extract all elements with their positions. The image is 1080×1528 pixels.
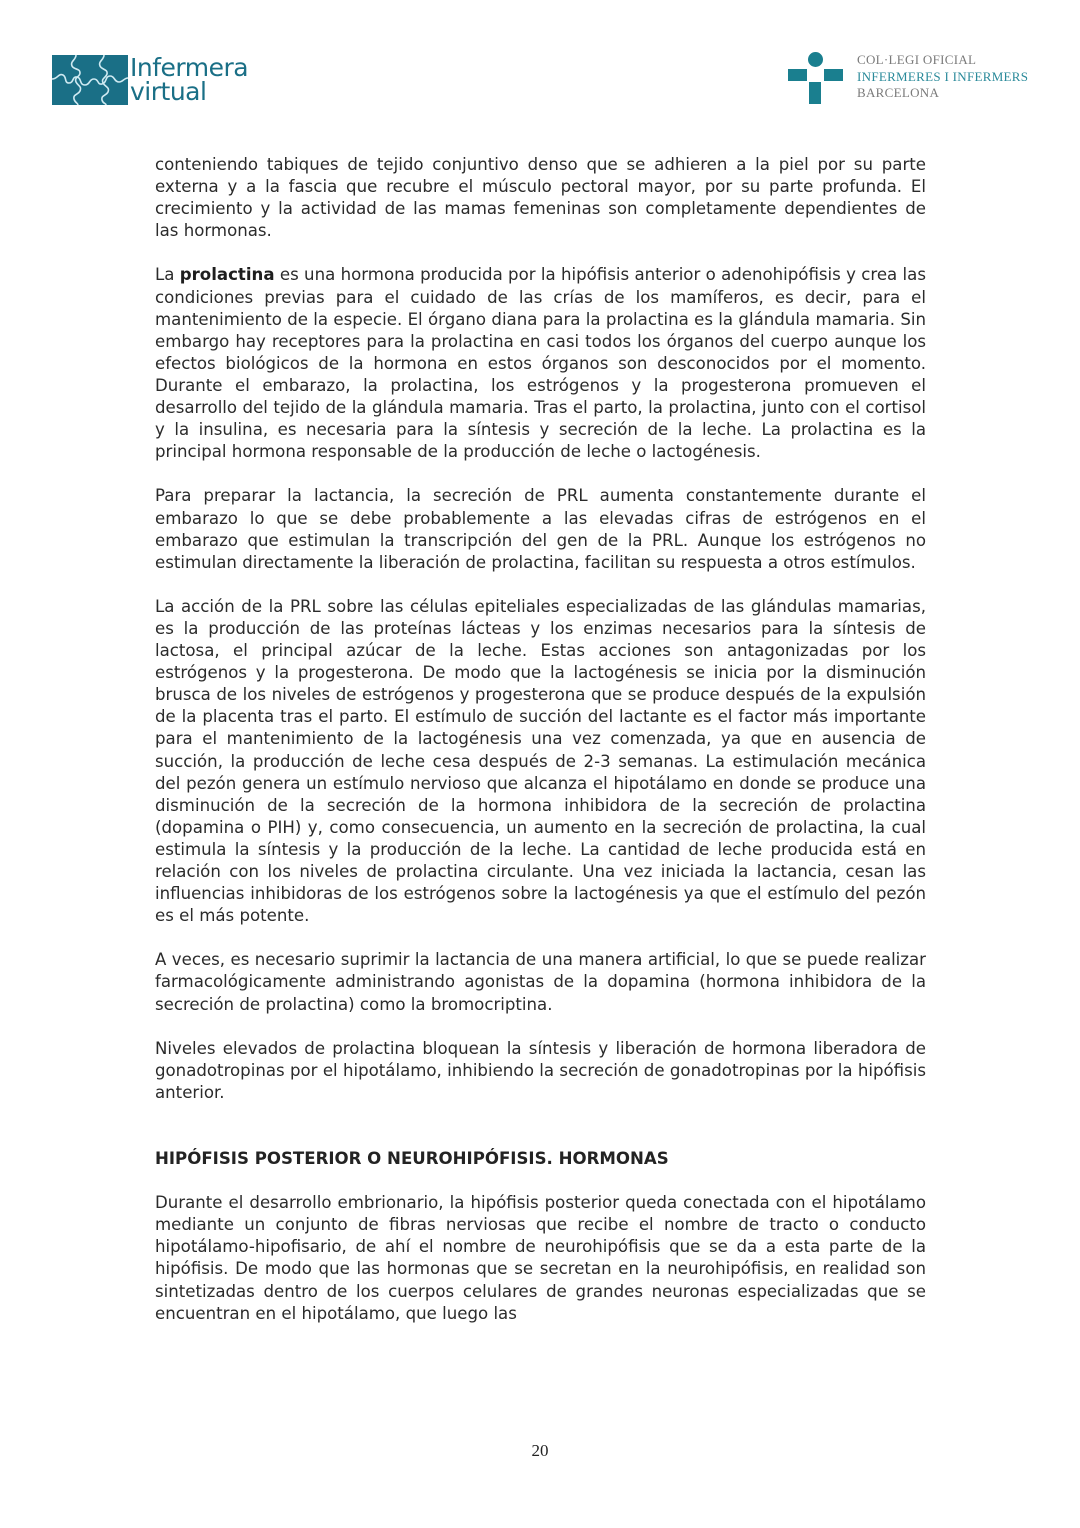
college-logo [788,52,1028,104]
paragraph-prolactin-intro [155,264,926,463]
paragraph-prolactin-levels: Niveles elevados de prolactina bloquean la síntesis y liberación de hormona liberadora de gonadotropinas por el hipotálamo, inhibiendo la secreción de gonadotropinas por la hipófisis anterior. [155,1038,926,1102]
college-line-2: INFERMERES I INFERMERS [857,68,1029,84]
college-line-3: BARCELONA [857,85,940,100]
college-name [857,52,1028,102]
paragraph-prl-action: La acción de la PRL sobre las células epiteliales especializadas de las glándulas mamarias, es la producción de las proteínas lácteas y los enzimas necesarios para la síntesis de lactosa, el principal azúcar de la leche. Estas acciones son antagonizadas por los estrógenos y la progesterona. De modo que la lactogénesis se inicia por la disminución brusca de los niveles de estrógenos y progesterona que se produce después de la expulsión de la placenta tras el parto. El estímulo de succión del lactante es el factor más importante para el mantenimiento de la lactogénesis una vez comenzada, ya que en ausencia de succión, la producción de leche cesa después de 2-3 semanas. La estimulación mecánica del pezón genera un estímulo nervioso que alcanza el hipotálamo en donde se produce una disminución de la secreción de la hormona inhibidora de la secreción de prolactina (dopamina o PIH) y, como consecuencia, un aumento en la secreción de prolactina, la cual estimula la síntesis y la producción de la leche. La cantidad de leche producida está en relación con los niveles de prolactina circulante. Una vez iniciada la lactancia, cesan las influencias inhibidoras de los estrógenos sobre la lactogénesis ya que el estímulo del pezón es el más potente. [155,596,926,926]
bold-term-prolactina: prolactina [179,265,275,285]
logo-line-2: virtual [130,77,207,106]
college-line-1: COL·LEGI OFICIAL [857,52,977,67]
paragraph-mammary-structure: conteniendo tabiques de tejido conjuntivo denso que se adhieren a la piel por su parte externa y a la fascia que recubre el músculo pectoral mayor, por su parte profunda. El crecimiento y la actividad de las mamas femeninas son completamente dependientes de las hormonas. [155,155,926,241]
document-body [155,154,926,1347]
logo-line-1: Infermera [130,53,249,82]
paragraph-lactation-prep: Para preparar la lactancia, la secreción de PRL aumenta constantemente durante el embarazo lo que se debe probablemente a las elevadas cifras de estrógenos en el embarazo que estimulan la transcripción del gen de la PRL. Aunque los estrógenos no estimulan directamente la liberación de prolactina, facilitan su respuesta a otros estímulos. [155,486,926,572]
text-span: La [155,265,180,285]
text-span: es una hormona producida por la hipófisis anterior o adenohipófisis y crea las condiciones previas para el cuidado de las crías de los mamíferos, es decir, para el mantenimiento de la especie. El órgano diana para la prolactina es la glándula mamaria. Sin embargo hay receptores para la prolactina en casi todos los órganos del cuerpo aunque los efectos biológicos de la hormona en estos órganos son desconocidos por el momento. Durante el embarazo, la prolactina, los estrógenos y la progesterona promueven el desarrollo del tejido de la glándula mamaria. Tras el parto, la prolactina, junto con el cortisol y la insulina, es necesaria para la síntesis y secreción de la leche. La prolactina es la principal hormona responsable de la producción de leche o lactogénesis. [155,265,926,462]
logo-wordmark [130,53,249,106]
paragraph-lactation-suppression: A veces, es necesario suprimir la lactancia de una manera artificial, lo que se puede realizar farmacológicamente administrando agonistas de la dopamina (hormona inhibidora de la secreción de prolactina) como la bromocriptina. [155,950,926,1014]
infermera-virtual-logo [52,54,248,106]
puzzle-icon [52,55,128,105]
page-number: 20 [531,1441,549,1460]
nursing-cross-icon [788,52,843,104]
paragraph-neurohypophysis: Durante el desarrollo embrionario, la hipófisis posterior queda conectada con el hipotálamo mediante un conjunto de fibras nerviosas que recibe el nombre de tracto o conducto hipotálamo-hipofisario, de ahí el nombre de neurohipófisis que se da a esta parte de la hipófisis. De modo que las hormonas que se secretan en la neurohipófisis, en realidad son sintetizadas dentro de los cuerpos celulares de grandes neuronas especializadas que se encuentran en el hipotálamo, que luego las [155,1193,926,1323]
section-heading: HIPÓFISIS POSTERIOR O NEUROHIPÓFISIS. HORMONAS [155,1149,669,1169]
